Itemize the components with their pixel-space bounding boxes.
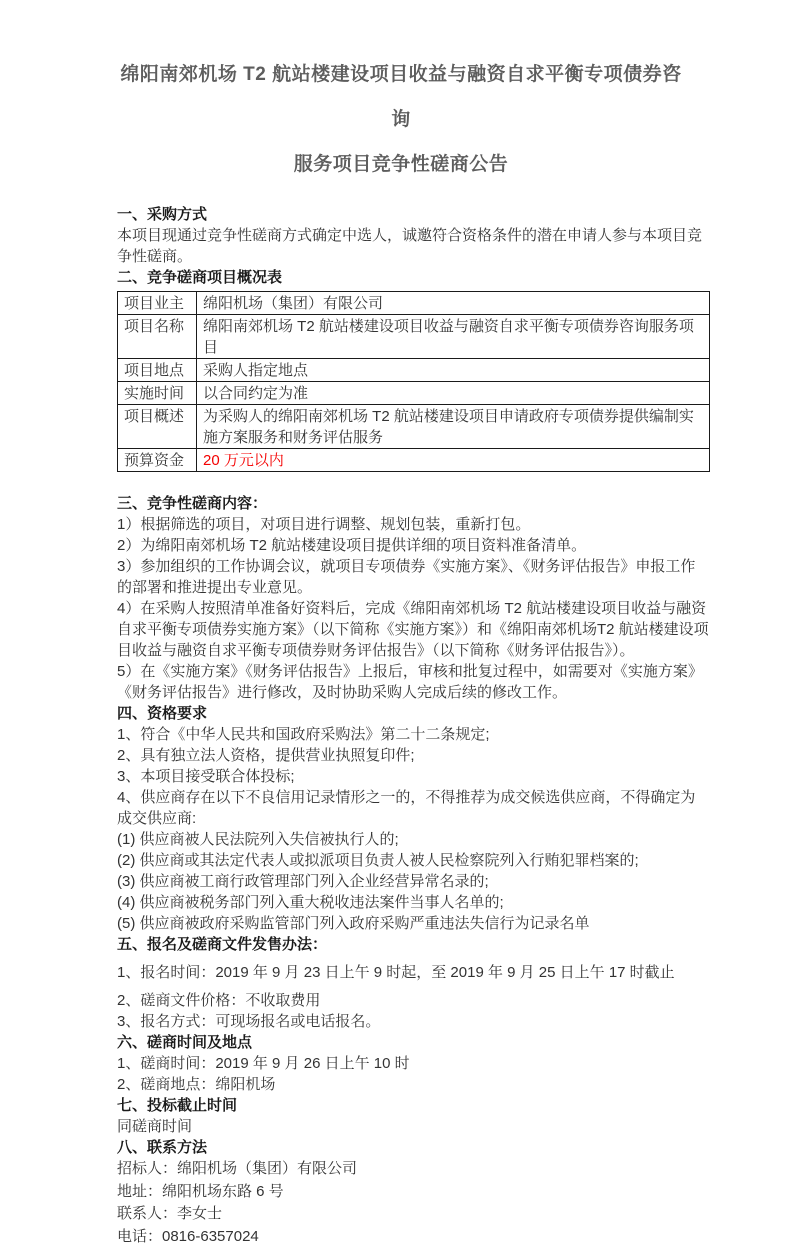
section-4-heading: 四、资格要求	[117, 703, 710, 724]
row-value: 为采购人的绵阳南郊机场 T2 航站楼建设项目申请政府专项债券提供编制实施方案服务和财务评估服务	[197, 405, 710, 449]
section-7-body: 同磋商时间	[117, 1116, 710, 1137]
section-4-subitem-3: (3) 供应商被工商行政管理部门列入企业经营异常名录的;	[117, 871, 710, 892]
section-5-item-1: 1、报名时间：2019 年 9 月 23 日上午 9 时起，至 2019 年 9 月 25 日上午 17 时截止	[117, 962, 710, 983]
section-3-item-3: 3）参加组织的工作协调会议，就项目专项债券《实施方案》、《财务评估报告》申报工作的部署和推进提出专业意见。	[117, 556, 710, 598]
table-row-project-owner	[118, 292, 710, 315]
table-row-project-name	[118, 315, 710, 359]
section-5-item-3: 3、报名方式：可现场报名或电话报名。	[117, 1011, 710, 1032]
section-7-heading: 七、投标截止时间	[117, 1095, 710, 1116]
section-4-subitem-1: (1) 供应商被人民法院列入失信被执行人的;	[117, 829, 710, 850]
section-6-item-1: 1、磋商时间：2019 年 9 月 26 日上午 10 时	[117, 1053, 710, 1074]
row-label: 项目业主	[118, 292, 197, 315]
section-3-item-1: 1）根据筛选的项目，对项目进行调整、规划包装，重新打包。	[117, 514, 710, 535]
section-4-item-1: 1、符合《中华人民共和国政府采购法》第二十二条规定;	[117, 724, 710, 745]
section-3-item-5: 5）在《实施方案》《财务评估报告》上报后，审核和批复过程中，如需要对《实施方案》《财务评估报告》进行修改，及时协助采购人完成后续的修改工作。	[117, 661, 710, 703]
row-label: 项目地点	[118, 359, 197, 382]
project-overview-table	[117, 291, 710, 472]
section-5-heading: 五、报名及磋商文件发售办法：	[117, 934, 710, 955]
row-value: 绵阳机场（集团）有限公司	[197, 292, 710, 315]
table-row-budget	[118, 449, 710, 472]
section-8-heading: 八、联系方法	[117, 1137, 710, 1158]
document-title-line2: 服务项目竞争性磋商公告	[117, 142, 685, 187]
section-4-item-4: 4、供应商存在以下不良信用记录情形之一的，不得推荐为成交候选供应商，不得确定为成交供应商:	[117, 787, 710, 829]
section-6-item-2: 2、磋商地点：绵阳机场	[117, 1074, 710, 1095]
table-row-project-overview	[118, 405, 710, 449]
document-title-line1: 绵阳南郊机场 T2 航站楼建设项目收益与融资自求平衡专项债券咨询	[117, 52, 685, 142]
row-label: 预算资金	[118, 449, 197, 472]
table-row-project-location	[118, 359, 710, 382]
section-2-heading: 二、竞争磋商项目概况表	[117, 267, 710, 288]
section-3-item-2: 2）为绵阳南郊机场 T2 航站楼建设项目提供详细的项目资料准备清单。	[117, 535, 710, 556]
section-3-item-4: 4）在采购人按照清单准备好资料后，完成《绵阳南郊机场 T2 航站楼建设项目收益与融资自求平衡专项债券实施方案》（以下简称《实施方案》）和《绵阳南郊机场T2 航站楼建设项目收益与融资自求平衡专项债券财务评估报告》（以下简称《财务评估报告》）。	[117, 598, 710, 661]
row-value: 绵阳南郊机场 T2 航站楼建设项目收益与融资自求平衡专项债券咨询服务项目	[197, 315, 710, 359]
budget-value: 20 万元以内	[197, 449, 710, 472]
contact-address-line: 地址：绵阳机场东路 6 号	[117, 1181, 710, 1204]
row-value: 以合同约定为准	[197, 382, 710, 405]
row-label: 项目概述	[118, 405, 197, 449]
section-4-item-3: 3、本项目接受联合体投标;	[117, 766, 710, 787]
contact-phone-line: 电话：0816-6357024	[117, 1226, 710, 1248]
row-label: 实施时间	[118, 382, 197, 405]
section-6-heading: 六、磋商时间及地点	[117, 1032, 710, 1053]
section-1-heading: 一、采购方式	[117, 204, 710, 225]
section-4-subitem-4: (4) 供应商被税务部门列入重大税收违法案件当事人名单的;	[117, 892, 710, 913]
row-label: 项目名称	[118, 315, 197, 359]
row-value: 采购人指定地点	[197, 359, 710, 382]
table-row-implementation-time	[118, 382, 710, 405]
section-1-body: 本项目现通过竞争性磋商方式确定中选人，诚邀符合资格条件的潜在申请人参与本项目竞争性磋商。	[117, 225, 710, 267]
contact-bidder-line: 招标人：绵阳机场（集团）有限公司	[117, 1158, 710, 1181]
contact-person-line: 联系人：李女士	[117, 1203, 710, 1226]
section-5-item-2: 2、磋商文件价格：不收取费用	[117, 990, 710, 1011]
document-title	[117, 52, 685, 187]
section-3-heading: 三、竞争性磋商内容：	[117, 493, 710, 514]
section-4-subitem-5: (5) 供应商被政府采购监管部门列入政府采购严重违法失信行为记录名单	[117, 913, 710, 934]
section-4-subitem-2: (2) 供应商或其法定代表人或拟派项目负责人被人民检察院列入行贿犯罪档案的;	[117, 850, 710, 871]
section-4-item-2: 2、具有独立法人资格，提供营业执照复印件;	[117, 745, 710, 766]
